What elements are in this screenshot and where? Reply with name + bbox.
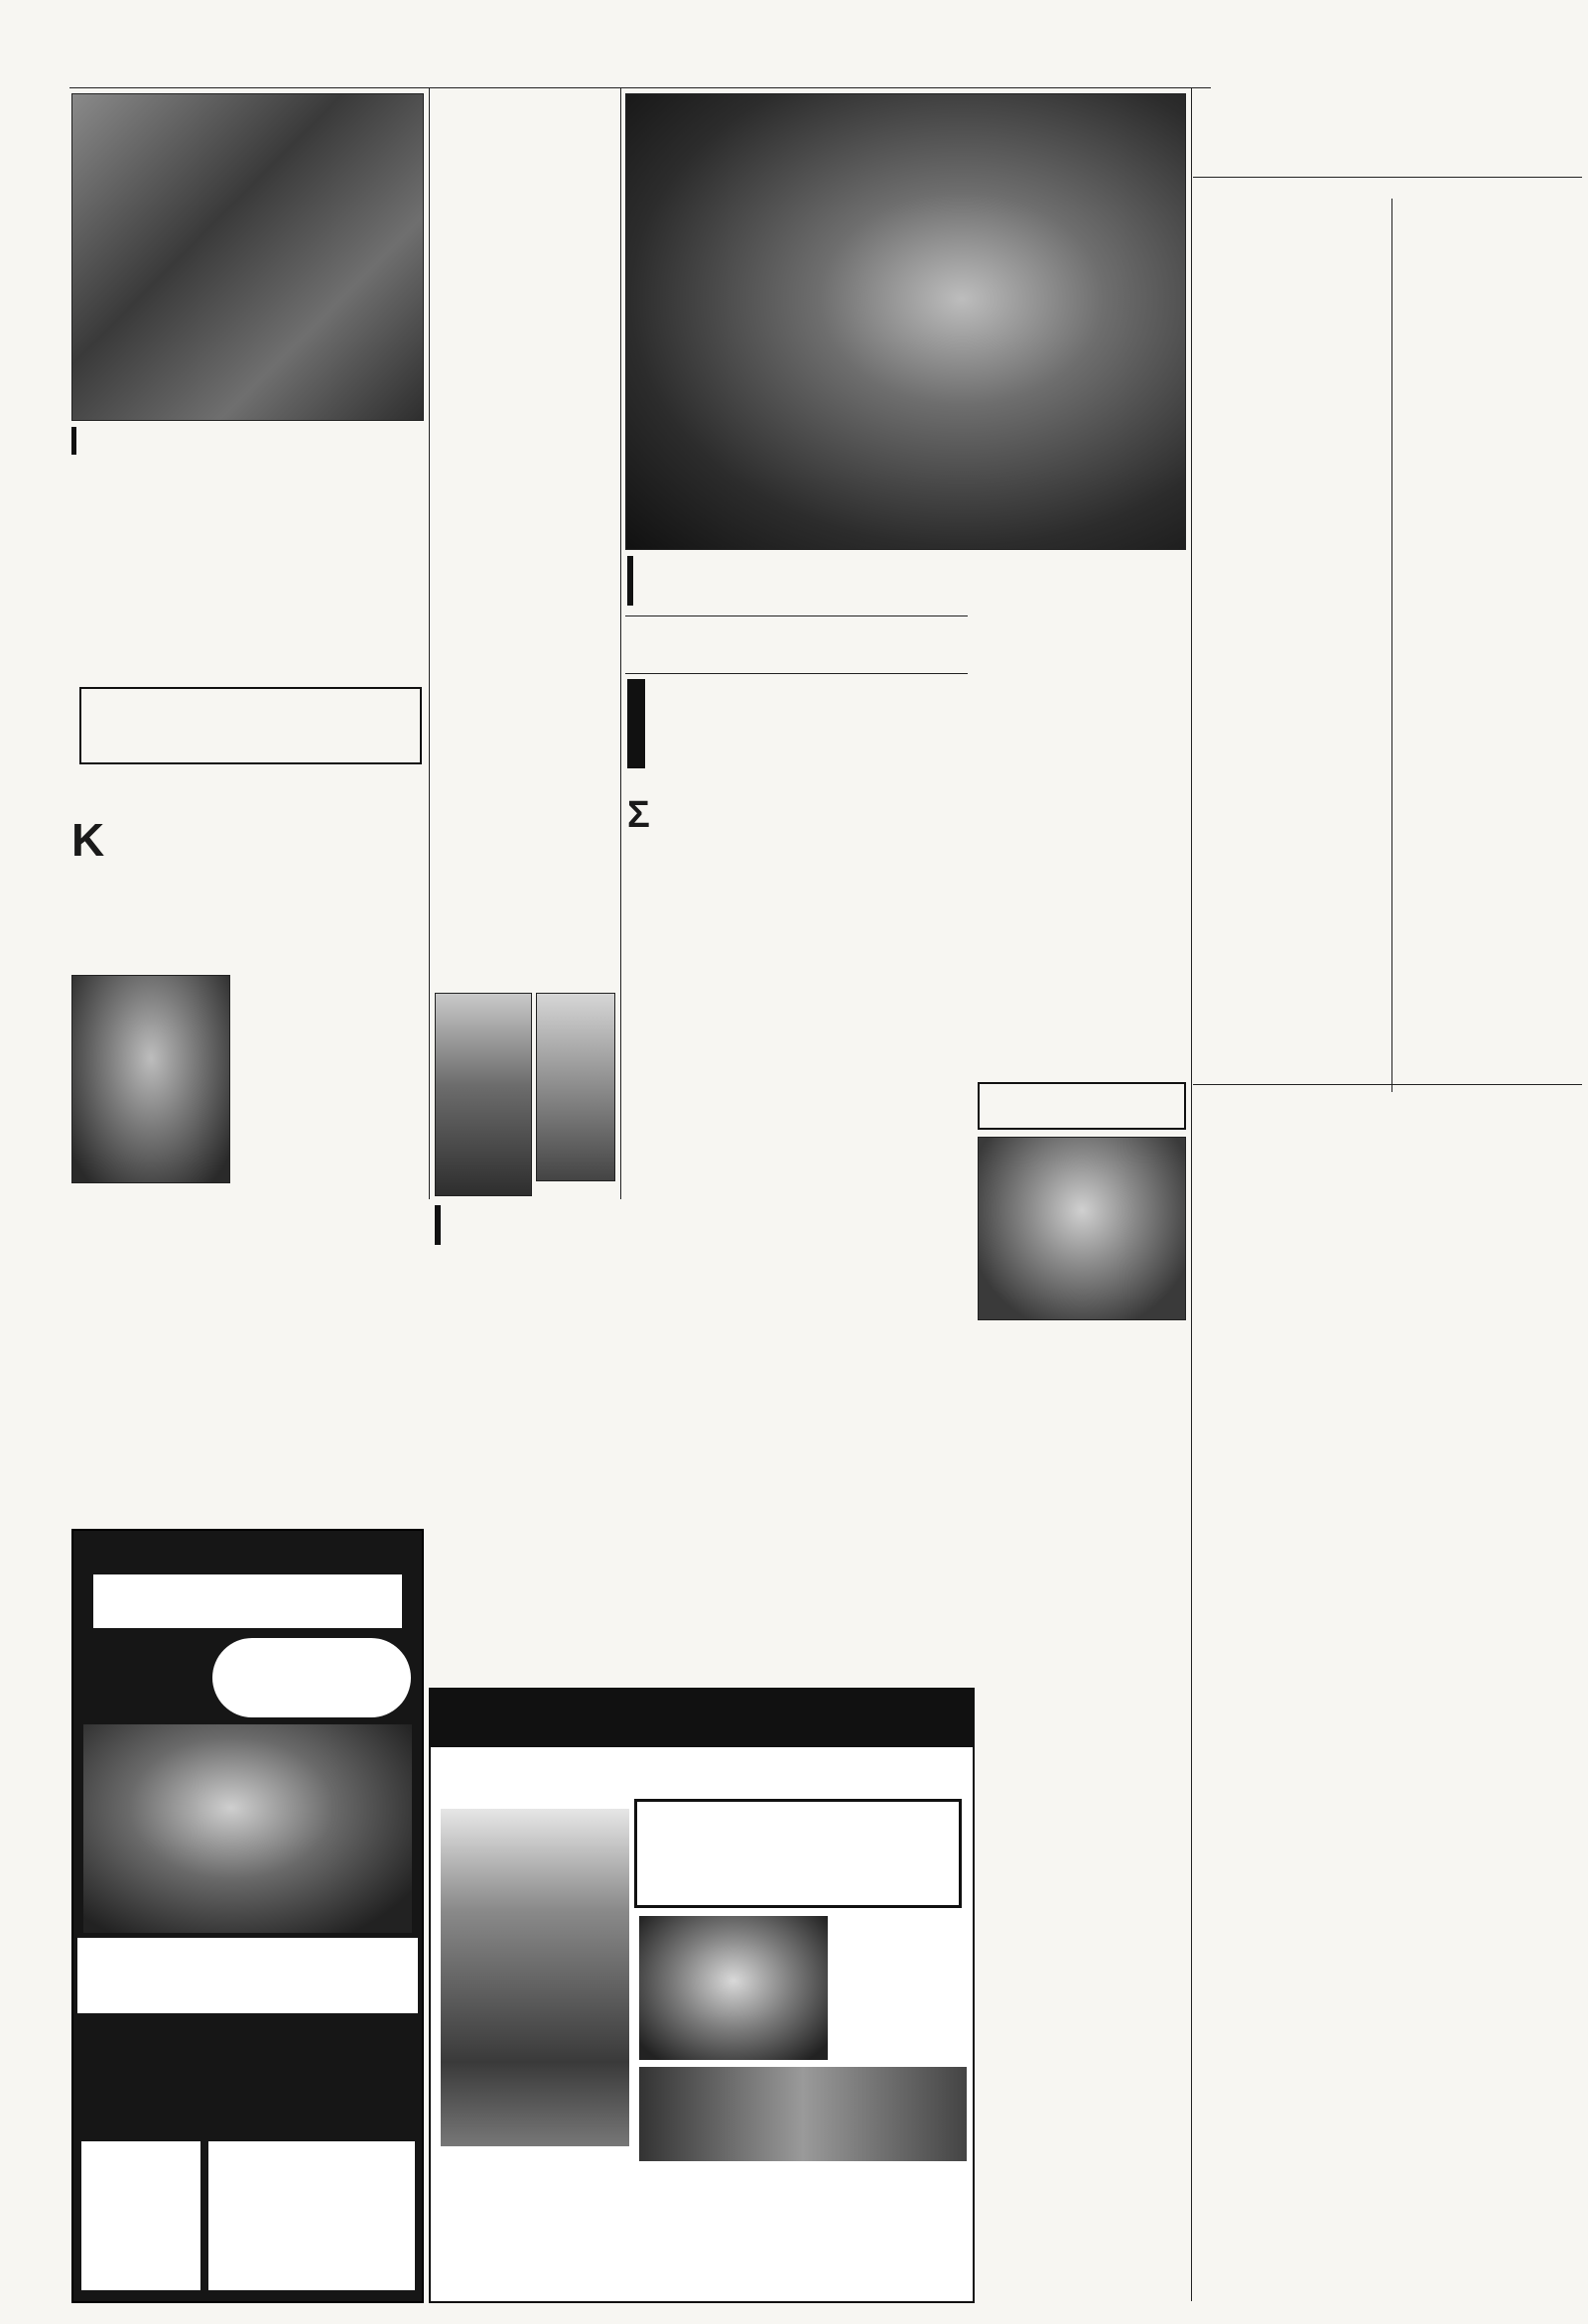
kinimatografiki-headline [435,1330,615,1394]
rubinstein-photo [978,1137,1186,1320]
kinimatografiki-body [435,1394,615,1489]
notice-ad [1196,1628,1385,1688]
yugoslavia-headline [978,625,1181,735]
orpheus-subtitle [73,2017,422,2033]
kaiti-photo [435,993,532,1196]
film-caption-marker [627,556,633,606]
war-and-peace-sub2 [651,766,969,788]
orpheus-line1 [79,2037,416,2061]
eleftherostomies-sign [1409,1060,1578,1078]
orpheus-right-head [208,2141,415,2149]
omonia-soldier-photo [441,1809,629,2146]
kastelli-col2 [238,975,425,1263]
rubinstein-body [978,1382,1186,1541]
seferis-body [1196,1191,1385,1271]
omonia-with [833,1918,967,1997]
orpheus-tag-box [93,1574,402,1628]
eleftherostomies-ergasi [1395,908,1580,1057]
notice-body [1196,1370,1385,1578]
tainiothiki-headline [435,1493,615,1537]
orpheus-bubble [212,1638,411,1717]
rubinstein-sub [978,1325,1186,1377]
kastelli-lead [71,820,425,969]
theatre-rule-mid [625,673,968,674]
rubinstein-headline [983,1088,1181,1126]
notice-title [1196,1276,1385,1335]
theatre-col4 [983,1787,1186,2045]
eleftherostomies-col-b [1395,204,1580,313]
archaeology-photo [71,93,424,421]
orpheus-title-box [77,1938,418,2013]
kastelli-kicker [71,478,369,496]
omonia-ad [429,1688,975,2303]
omonia-cast [441,2256,967,2277]
omonia-top [431,1690,973,1694]
theatre-byline [625,651,968,671]
eleftherostomies-col-b4 [1395,665,1580,774]
column-rule-2 [620,87,621,1199]
theatre-rule-top [625,615,968,616]
orpheus-ad [71,1529,424,2303]
kaiti-caption-marker [435,1205,441,1245]
orpheus-tag [93,1574,402,1580]
orpheus-football-photo [83,1724,412,1933]
orpheus-right-body [208,2149,415,2153]
notice-subtitle [1196,1338,1385,1366]
eleftherostomies-col-a5 [1199,898,1388,1077]
omonia-face-photo [639,1916,828,2060]
orpheus-left-box [81,2141,200,2290]
dropcap: Κ [71,820,105,866]
orpheus-left-text [81,2141,200,2157]
film-still-caption [640,554,1184,612]
kathigitria-body [238,1449,425,1521]
orpheus-right-box [208,2141,415,2290]
goyemi-headline [71,1205,230,1339]
rena-headline [978,839,1181,968]
tragedies-headline [435,524,615,655]
goyemi-portrait-caption [99,1187,218,1201]
war-and-peace-headline [651,675,969,733]
eleftherostomies-col-a2 [1199,377,1388,536]
moscha-kicker [484,238,615,266]
photo-caption-marker [71,427,76,455]
kastelli-deck-box [79,687,422,764]
moscha-body [435,270,615,512]
seferis-rule [1193,1084,1582,1085]
palis-photo [536,993,615,1181]
seferis-headline [1196,1090,1385,1189]
eleftherostomies-poem [1409,779,1578,884]
eleftherostomies-title [1191,99,1583,169]
kritiki-tab [627,679,645,768]
eleftherostomies-col-b2 [1395,318,1580,506]
kaiti-caption [476,1205,617,1324]
eleftherostomies-col-rule [1391,199,1392,1092]
yugoslavia-body [978,737,1181,826]
goyemi-body [71,1342,230,1526]
theatre-dropcap: Σ [627,798,650,836]
kritiki-label [627,679,645,768]
masthead-center [482,66,641,85]
omonia-man-photo [639,2067,967,2161]
goyemi-portrait [71,975,230,1183]
orpheus-top [73,1537,422,1569]
war-and-peace-sub1 [651,749,969,764]
theatre-col3 [789,1291,968,1668]
kastelli-headline [75,504,423,678]
film-still-photo [625,93,1186,550]
archaeology-photo-caption [83,427,426,469]
kastelli-col2b [238,1266,425,1365]
orpheus-line2 [79,2065,416,2087]
tainiothiki-body [435,1539,615,1618]
eleftherostomies-poem-sign [1409,887,1578,902]
theatre-section-title [625,619,968,653]
theatre-col-mid [627,1291,781,1668]
omonia-top-box [431,1690,973,1747]
orpheus-bubble-text [212,1638,411,1654]
tragedies-body [435,657,615,985]
eleftherostomies-rule [1193,177,1582,178]
masthead-rule [69,87,1211,88]
notice-footer [1196,1583,1385,1623]
eleftherostomies-col-a4 [1199,725,1388,893]
kastelli-subline [198,776,425,794]
eleftherostomies-date [1290,181,1580,199]
omonia-title [441,2166,962,2226]
column-rule-3 [1191,87,1192,2301]
eleftherostomies-col-a [1199,204,1388,372]
omonia-blurb1 [490,1751,629,1811]
kathigitria-heading [238,1430,425,1447]
theatre-col2 [789,798,968,1285]
orpheus-line3 [79,2089,416,2128]
rena-body [978,973,1181,1082]
omonia-blurb2 [699,1751,957,1791]
omonia-award-box [634,1799,962,1908]
theatre-col1 [627,798,781,1285]
masthead-left [71,66,409,85]
column-rule-1 [429,87,430,1199]
eleftherostomies-col-a3 [1199,541,1388,720]
kastelli-dateline [95,802,423,818]
omonia-direction [441,2289,967,2301]
moscha-headline [435,93,615,234]
eleftherostomies-col-b3 [1395,511,1580,660]
